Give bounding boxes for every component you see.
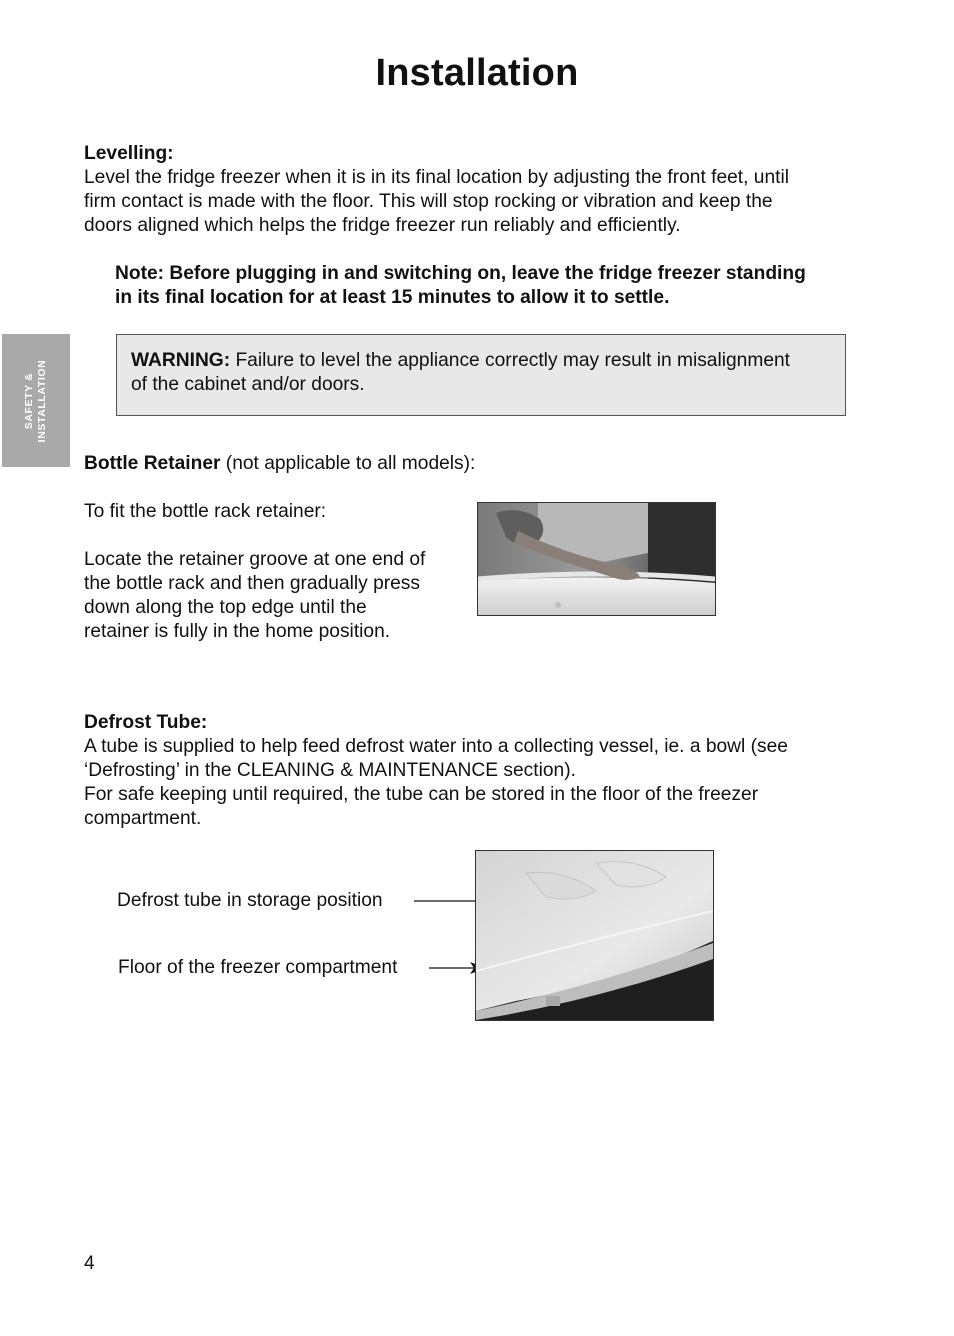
warning-box <box>116 334 846 416</box>
bottle-retainer-instructions: Locate the retainer groove at one end of the bottle rack and then gradually press down along the top edge until the retainer is fully in the home position. <box>84 549 426 642</box>
levelling-paragraph: Level the fridge freezer when it is in its final location by adjusting the front feet, until firm contact is made with the floor. This will stop rocking or vibration and keep the doors aligned which helps the fridge freezer run reliably and efficiently. <box>84 167 790 236</box>
bottle-retainer-intro: To fit the bottle rack retainer: <box>84 501 327 522</box>
bottle-retainer-heading: Bottle Retainer (not applicable to all models): <box>84 453 476 474</box>
side-tab-label: SAFETY & INSTALLATION <box>23 359 48 442</box>
freezer-floor-illustration <box>476 851 713 1020</box>
defrost-tube-heading: Defrost Tube: <box>84 712 208 733</box>
bottle-retainer-illustration <box>478 503 715 615</box>
section-side-tab <box>2 334 70 467</box>
levelling-note: Note: Before plugging in and switching on, leave the fridge freezer standing in its final location for at least 15 minutes to allow it to settle. <box>115 263 806 308</box>
warning-label: WARNING: <box>131 350 231 371</box>
page-number: 4 <box>84 1253 95 1274</box>
freezer-floor-photo <box>475 850 714 1021</box>
defrost-tube-label: Defrost tube in storage position <box>117 890 383 911</box>
page-title: Installation <box>375 52 579 94</box>
defrost-tube-paragraph: A tube is supplied to help feed defrost water into a collecting vessel, ie. a bowl (see ‘Defrosting’ in the CLEANING & MAINTENANCE section). For safe keeping until required, the tube can be stored in the floor of the freezer compartment. <box>84 736 788 829</box>
warning-text: WARNING: Failure to level the appliance correctly may result in misalignment of the cabinet and/or doors. <box>131 350 791 395</box>
freezer-floor-label: Floor of the freezer compartment <box>118 957 398 978</box>
levelling-heading: Levelling: <box>84 143 174 164</box>
bottle-retainer-photo <box>477 502 716 616</box>
